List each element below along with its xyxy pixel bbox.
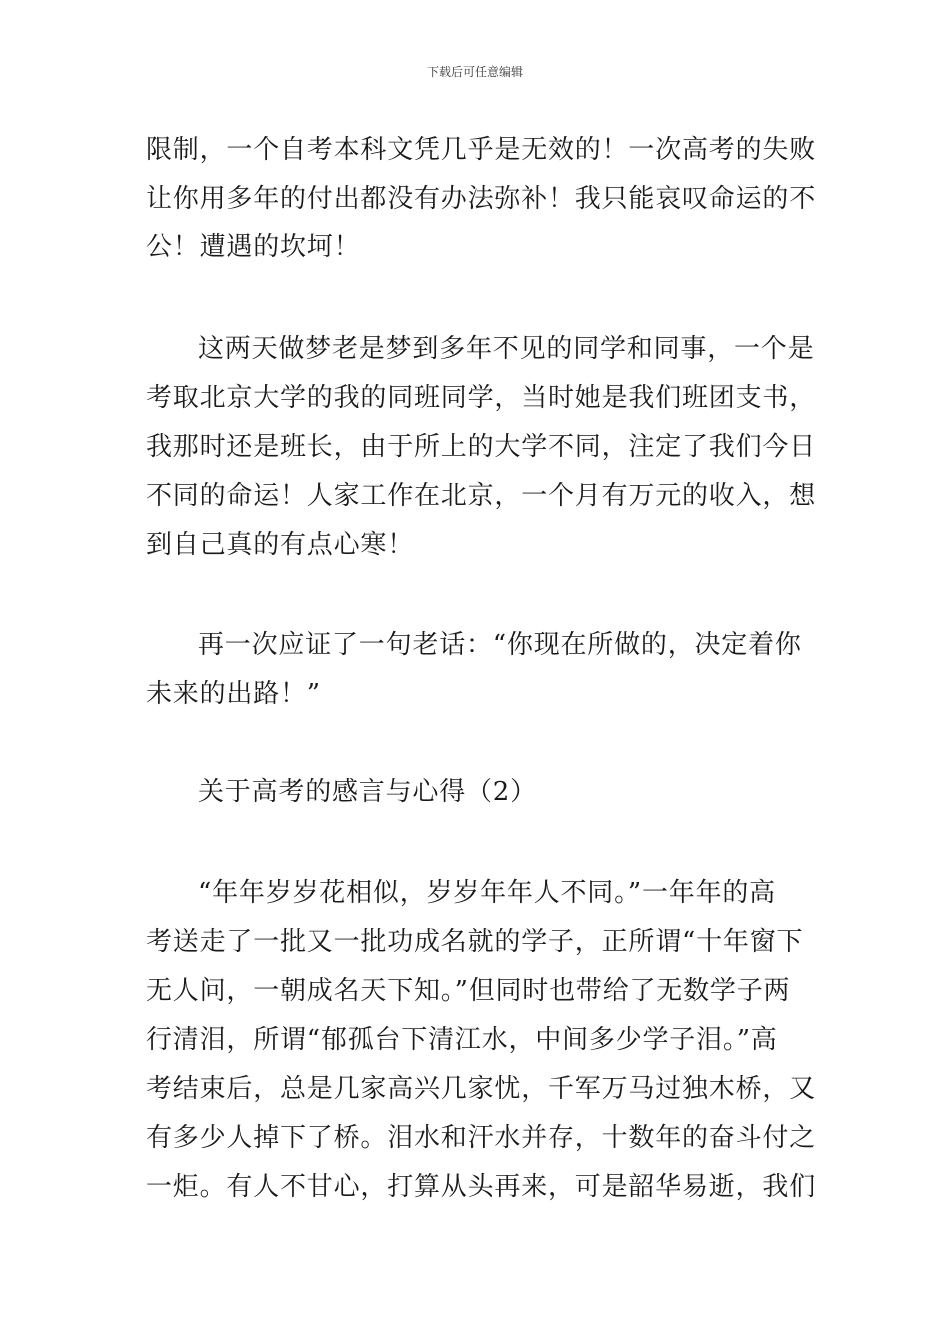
paragraph-5-line-2: 考送走了一批又一批功成名就的学子，正所谓“十年窗下	[146, 927, 804, 957]
paragraph-5-line-5: 考结束后，总是几家高兴几家忧，千军万马过独木桥，又	[146, 1074, 817, 1104]
paragraph-3-line-2: 未来的出路！”	[146, 679, 321, 709]
page-header: 下载后可任意编辑	[426, 65, 523, 79]
paragraph-5-line-6: 有多少人掉下了桥。泪水和汗水并存，十数年的奋斗付之	[146, 1123, 817, 1153]
paragraph-1-line-3: 公！遭遇的坎坷！	[146, 232, 361, 262]
paragraph-5-line-3: 无人问，一朝成名天下知。”但同时也带给了无数学子两	[146, 976, 791, 1006]
paragraph-5-line-4: 行清泪，所谓“郁孤台下清江水，中间多少学子泪。”高	[146, 1025, 778, 1055]
paragraph-2-line-3: 我那时还是班长，由于所上的大学不同，注定了我们今日	[146, 432, 817, 462]
paragraph-3-line-1: 再一次应证了一句老话：“你现在所做的，决定着你	[198, 630, 802, 660]
paragraph-2-line-5: 到自己真的有点心寒！	[146, 530, 415, 560]
paragraph-2-line-2: 考取北京大学的我的同班同学，当时她是我们班团支书，	[146, 383, 817, 413]
paragraph-1-line-1: 限制，一个自考本科文凭几乎是无效的！一次高考的失败	[146, 135, 817, 165]
paragraph-2-line-4: 不同的命运！人家工作在北京，一个月有万元的收入，想	[146, 481, 817, 511]
paragraph-2-line-1: 这两天做梦老是梦到多年不见的同学和同事，一个是	[198, 334, 815, 364]
paragraph-5-line-1: “年年岁岁花相似，岁岁年年人不同。”一年年的高	[198, 878, 776, 908]
section-heading: 关于高考的感言与心得（2）	[198, 777, 537, 807]
paragraph-5-line-7: 一炬。有人不甘心，打算从头再来，可是韶华易逝，我们	[146, 1172, 817, 1202]
paragraph-1-line-2: 让你用多年的付出都没有办法弥补！我只能哀叹命运的不	[146, 184, 817, 214]
